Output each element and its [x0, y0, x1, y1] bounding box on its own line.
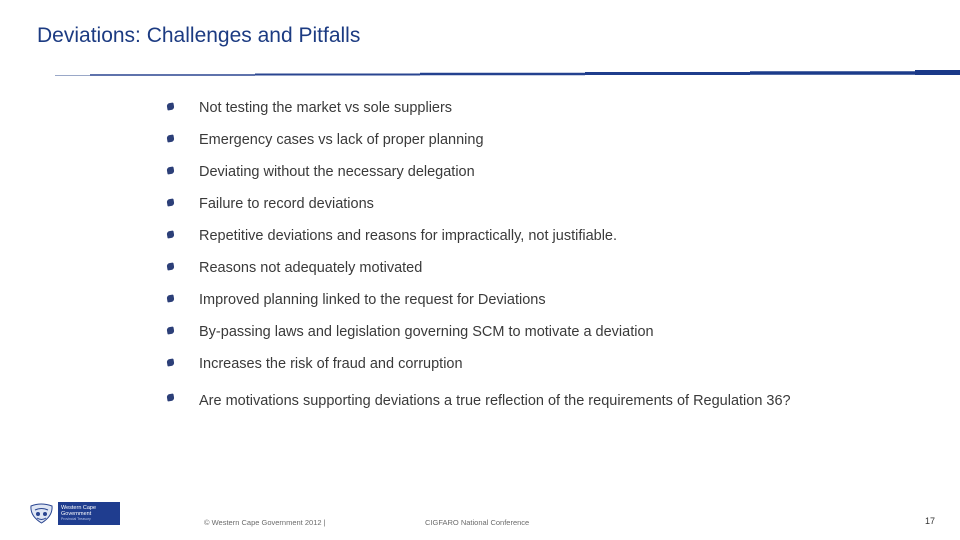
list-item: Emergency cases vs lack of proper planning — [164, 124, 824, 156]
list-item: Failure to record deviations — [164, 188, 824, 220]
bullet-marker-icon — [166, 393, 174, 401]
title-underline — [0, 0, 960, 80]
list-item: Improved planning linked to the request for Deviations — [164, 284, 824, 316]
list-item: Reasons not adequately motivated — [164, 252, 824, 284]
page-number: 17 — [925, 516, 936, 526]
list-item: By-passing laws and legislation governing SCM to motivate a deviation — [164, 316, 824, 348]
logo-wordmark: Western Cape Government Provincial Treasury — [58, 502, 120, 525]
footer-event: CIGFARO National Conference — [425, 518, 530, 527]
list-item: Not testing the market vs sole suppliers — [164, 92, 824, 124]
bullet-marker-icon — [166, 134, 174, 142]
bullet-marker-icon — [166, 166, 174, 174]
list-item: Are motivations supporting deviations a true reflection of the requirements of Regulation 36? — [164, 380, 824, 416]
bullet-list — [164, 92, 824, 416]
list-item: Increases the risk of fraud and corruption — [164, 348, 824, 380]
bullet-marker-icon — [166, 230, 174, 238]
list-item: Deviating without the necessary delegation — [164, 156, 824, 188]
western-cape-government-logo — [28, 502, 120, 525]
slide-title: Deviations: Challenges and Pitfalls — [37, 24, 361, 47]
bullet-marker-icon — [166, 294, 174, 302]
bullet-marker-icon — [166, 326, 174, 334]
bullet-marker-icon — [166, 262, 174, 270]
bullet-marker-icon — [166, 102, 174, 110]
bullet-marker-icon — [166, 198, 174, 206]
list-item: Repetitive deviations and reasons for impractically, not justifiable. — [164, 220, 824, 252]
bullet-marker-icon — [166, 358, 174, 366]
coat-of-arms-icon — [28, 502, 55, 525]
footer-copyright: © Western Cape Government 2012 | — [204, 518, 326, 527]
